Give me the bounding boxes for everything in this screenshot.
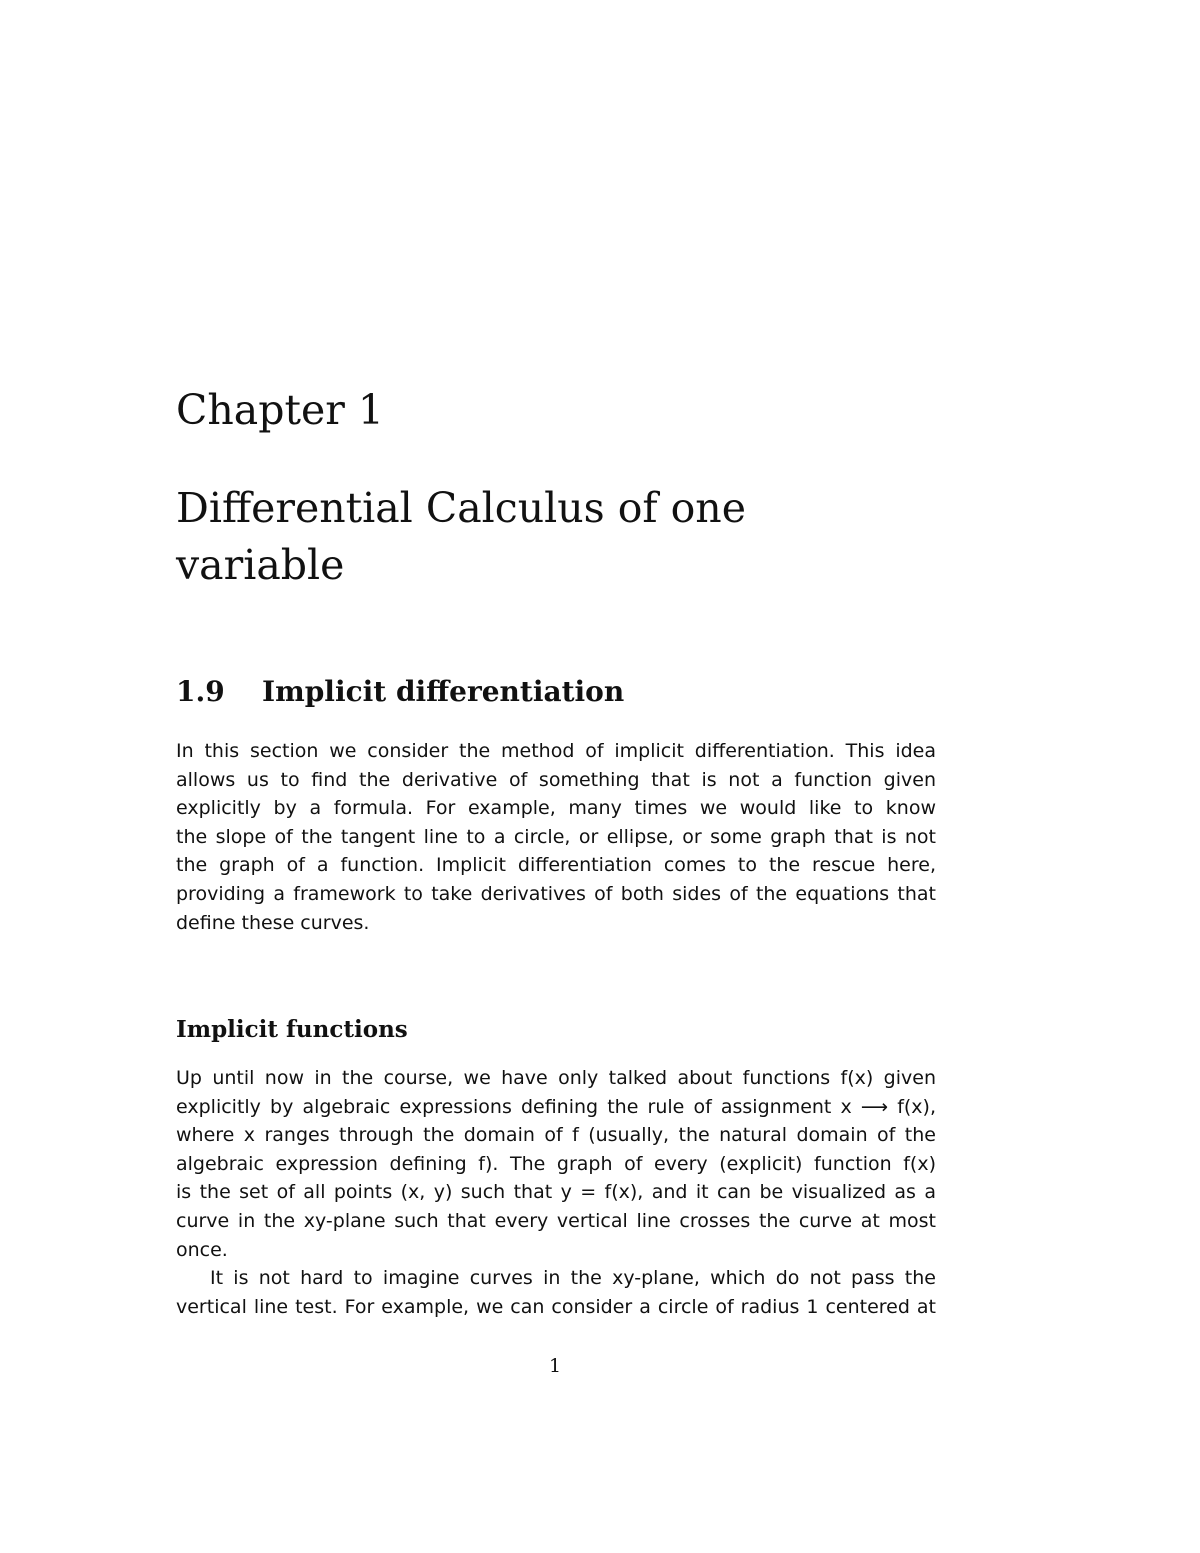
section-number: 1.9 <box>176 675 225 708</box>
text-line: providing a framework to take derivatives of both sides of the equations that <box>176 882 936 905</box>
text-line: Up until now in the course, we have only talked about functions f(x) given <box>176 1067 936 1089</box>
chapter-title-line: variable <box>176 541 345 589</box>
chapter-title-line: Differential Calculus of one <box>176 484 746 532</box>
body-paragraph <box>176 1264 936 1321</box>
text-line: explicitly by a formula. For example, many times we would like to know <box>176 797 936 820</box>
text-line: the graph of a function. Implicit differentiation comes to the rescue here, <box>176 854 936 877</box>
text-line: once. <box>176 1238 228 1261</box>
subsection-heading: Implicit functions <box>176 1016 408 1043</box>
text-line: the slope of the tangent line to a circle, or ellipse, or some graph that is not <box>176 825 936 848</box>
text-line: algebraic expression defining f). The graph of every (explicit) function f(x) <box>176 1152 936 1175</box>
intro-paragraph <box>176 737 936 937</box>
text-line: vertical line test. For example, we can consider a circle of radius 1 centered at <box>176 1295 936 1318</box>
section-title: Implicit differentiation <box>262 675 625 708</box>
text-line: define these curves. <box>176 911 370 934</box>
text-line: is the set of all points (x, y) such that y = f(x), and it can be visualized as a <box>176 1181 936 1204</box>
body-paragraph <box>176 1064 936 1264</box>
chapter-label: Chapter 1 <box>176 386 384 434</box>
section-heading <box>176 670 624 714</box>
text-line: curve in the xy-plane such that every vertical line crosses the curve at most <box>176 1209 936 1232</box>
text-line: allows us to find the derivative of something that is not a function given <box>176 768 936 791</box>
text-line: In this section we consider the method of implicit differentiation. This idea <box>176 740 936 762</box>
page-number: 1 <box>548 1355 562 1377</box>
text-line: where x ranges through the domain of f (usually, the natural domain of the <box>176 1124 936 1147</box>
text-line: explicitly by algebraic expressions defining the rule of assignment x ⟶ f(x), <box>176 1095 936 1118</box>
text-line: It is not hard to imagine curves in the xy-plane, which do not pass the <box>210 1267 936 1289</box>
chapter-title <box>176 480 936 594</box>
